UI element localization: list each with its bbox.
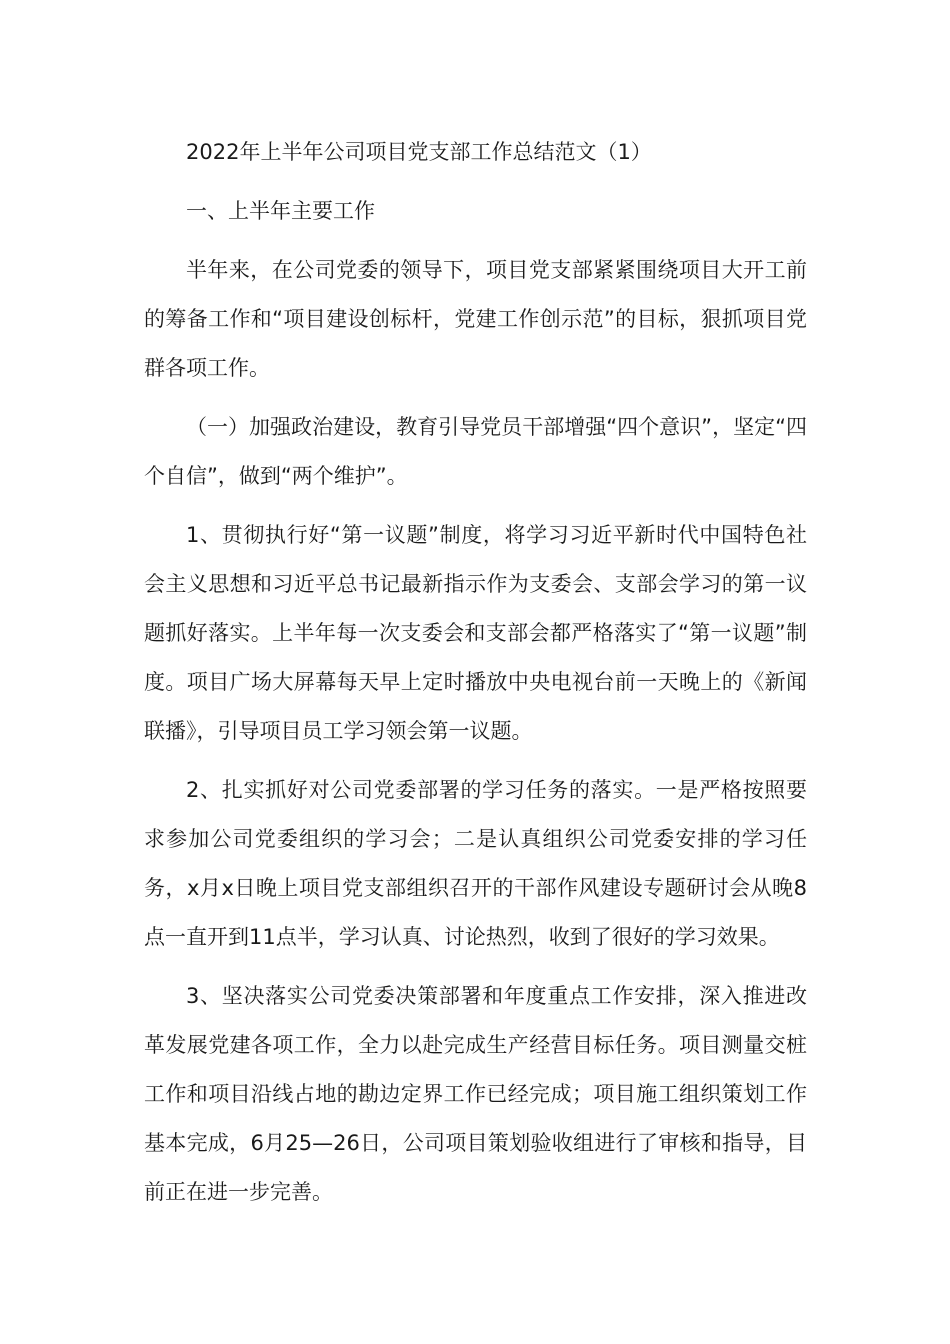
paragraph-intro: 半年来，在公司党委的领导下，项目党支部紧紧围绕项目大开工前的筹备工作和“项目建设创标杆，党建工作创示范”的目标，狠抓项目党群各项工作。 (144, 258, 807, 380)
paragraph-item-3: 3、坚决落实公司党委决策部署和年度重点工作安排，深入推进改革发展党建各项工作，全力以赴完成生产经营目标任务。项目测量交桩工作和项目沿线占地的勘边定界工作已经完成；项目施工组织策划工作基本完成，6月25—26日，公司项目策划验收组进行了审核和指导，目前正在进一步完善。 (144, 984, 807, 1204)
paragraph-item-2: 2、扎实抓好对公司党委部署的学习任务的落实。一是严格按照要求参加公司党委组织的学习会；二是认真组织公司党委安排的学习任务，x月x日晚上项目党支部组织召开的干部作风建设专题研讨会从晚8点一直开到11点半，学习认真、讨论热烈，收到了很好的学习效果。 (144, 778, 807, 949)
subsection-heading: （一）加强政治建设，教育引导党员干部增强“四个意识”，坚定“四个自信”，做到“两个维护”。 (144, 415, 807, 488)
document-body (144, 128, 807, 1227)
paragraph-item-1: 1、贯彻执行好“第一议题”制度，将学习习近平新时代中国特色社会主义思想和习近平总书记最新指示作为支委会、支部会学习的第一议题抓好落实。上半年每一次支委会和支部会都严格落实了“第一议题”制度。项目广场大屏幕每天早上定时播放中央电视台前一天晚上的《新闻联播》，引导项目员工学习领会第一议题。 (144, 523, 807, 743)
section-heading: 一、上半年主要工作 (186, 199, 375, 223)
document-title: 2022年上半年公司项目党支部工作总结范文（1） (186, 140, 652, 164)
